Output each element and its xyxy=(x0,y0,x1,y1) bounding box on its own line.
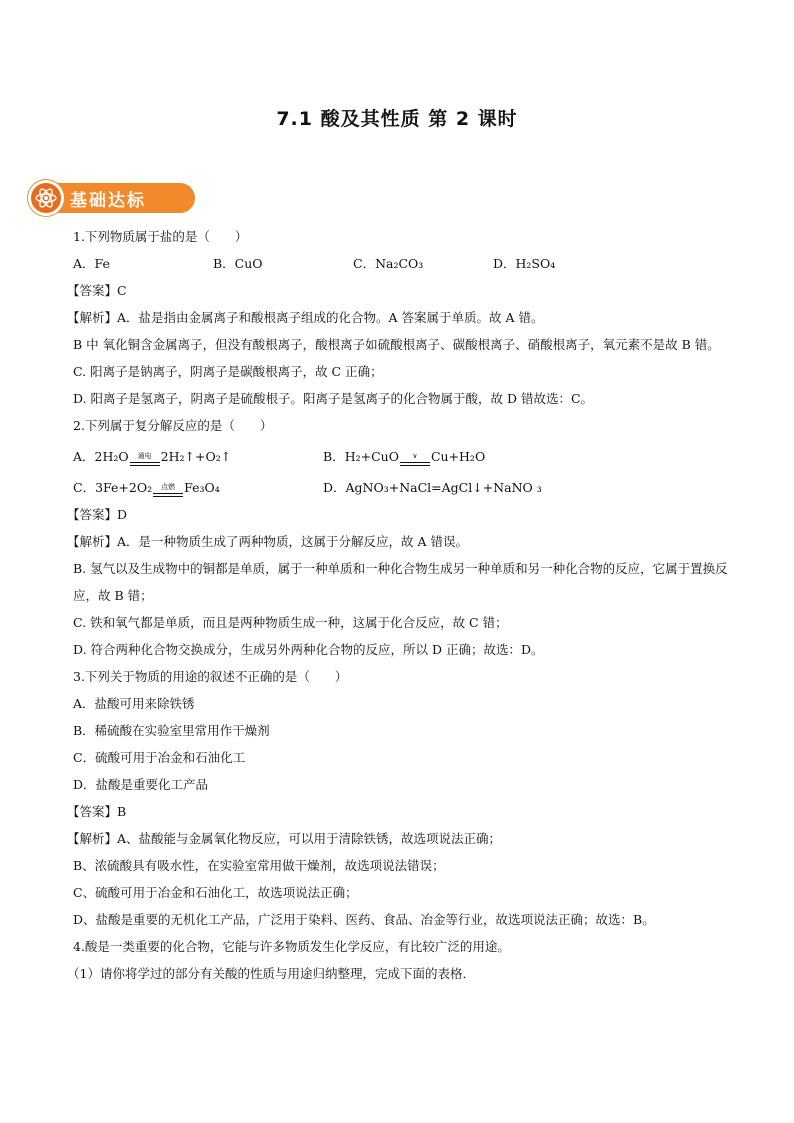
q3-analysis-line: D、盐酸是重要的无机化工产品，广泛用于染料、医药、食品、冶金等行业，故选项说法正确；故选：B。 xyxy=(73,912,655,927)
q3-option-d: D．盐酸是重要化工产品 xyxy=(73,777,209,792)
q1-option-a: A．Fe xyxy=(73,256,110,271)
q2-option-c-reactants: 3Fe+2O₂ xyxy=(95,480,153,495)
section-label: 基础达标 xyxy=(70,190,146,211)
equals-bar xyxy=(130,462,160,466)
q2-option-b xyxy=(323,443,573,470)
q2-option-a-prefix: A． xyxy=(73,449,95,464)
q1-analysis-line: 【解析】A．盐是指由金属离子和酸根离子组成的化合物。A 答案属于单质。故 A 错。 xyxy=(67,310,544,325)
page-title: 7.1 酸及其性质 第 2 课时 xyxy=(276,108,518,130)
q2-option-b-reactants: H₂+CuO xyxy=(344,449,399,464)
q2-option-b-products: Cu+H₂O xyxy=(430,449,486,464)
q3-analysis-line: 【解析】A、盐酸能与金属氧化物反应，可以用于清除铁锈，故选项说法正确； xyxy=(67,831,502,846)
q1-options xyxy=(73,250,733,277)
q2-analysis-line: D. 符合两种化合物交换成分，生成另外两种化合物的反应，所以 D 正确；故选：D。 xyxy=(73,642,544,657)
reaction-condition xyxy=(400,453,430,470)
q1-stem: 1.下列物质属于盐的是（ ） xyxy=(73,229,248,244)
q4-subquestion-1: （1）请你将学过的部分有关酸的性质与用途归纳整理，完成下面的表格． xyxy=(67,966,475,981)
q2-analysis-line: 【解析】A．是一种物质生成了两种物质，这属于分解反应，故 A 错误。 xyxy=(67,534,469,549)
equals-bar xyxy=(400,462,430,466)
q2-option-a-products: 2H₂↑+O₂↑ xyxy=(160,449,232,464)
q2-analysis-line: C. 铁和氧气都是单质，而且是两种物质生成一种，这属于化合反应，故 C 错； xyxy=(73,615,508,630)
q1-option-d: D．H₂SO₄ xyxy=(493,256,556,271)
q3-stem: 3.下列关于物质的用途的叙述不正确的是（ ） xyxy=(73,669,348,684)
q2-options-ab xyxy=(73,439,733,470)
q2-stem: 2.下列属于复分解反应的是（ ） xyxy=(73,418,273,433)
section-banner xyxy=(28,181,146,215)
q2-option-c-prefix: C． xyxy=(73,480,96,495)
q3-analysis-line: B、浓硫酸具有吸水性，在实验室常用做干燥剂，故选项说法错误； xyxy=(73,858,445,873)
q2-option-b-prefix: B． xyxy=(323,449,345,464)
condition-label: 通电 xyxy=(137,452,152,460)
q3-answer: 【答案】B xyxy=(67,804,127,819)
atom-icon xyxy=(28,180,64,216)
q2-options-cd xyxy=(73,470,733,501)
q1-analysis-line: B 中 氧化铜含金属离子，但没有酸根离子，酸根离子如硫酸根离子、碳酸根离子、硝酸根离子，氧元素不是故 B 错。 xyxy=(73,337,720,352)
q2-option-c xyxy=(73,474,323,501)
equals-bar xyxy=(153,493,183,497)
q1-analysis-line: C. 阳离子是钠离子，阴离子是碳酸根离子，故 C 正确； xyxy=(73,364,383,379)
q1-option-c: C．Na₂CO₃ xyxy=(353,256,424,271)
q3-analysis-line: C、硫酸可用于冶金和石油化工，故选项说法正确； xyxy=(73,885,358,900)
q1-analysis-line: D. 阳离子是氢离子，阴离子是硫酸根子。阳离子是氢离子的化合物属于酸，故 D 错故选：C。 xyxy=(73,391,594,406)
q2-option-d: D．AgNO₃+NaCl=AgCl↓+NaNO ₃ xyxy=(323,480,542,495)
q2-option-a xyxy=(73,443,323,470)
q4-stem: 4.酸是一类重要的化合物，它能与许多物质发生化学反应，有比较广泛的用途。 xyxy=(73,939,510,954)
q1-option-b: B．CuO xyxy=(213,256,263,271)
reaction-condition xyxy=(130,453,160,470)
q1-answer: 【答案】C xyxy=(67,283,127,298)
document-body xyxy=(67,223,733,987)
q3-option-b: B．稀硫酸在实验室里常用作干燥剂 xyxy=(73,723,270,738)
condition-label: 点燃 xyxy=(161,483,176,491)
q2-answer: 【答案】D xyxy=(67,507,128,522)
q3-option-c: C．硫酸可用于冶金和石油化工 xyxy=(73,750,246,765)
q2-analysis-line: B. 氢气以及生成物中的铜都是单质，属于一种单质和一种化合物生成另一种单质和另一种化合物的反应，它属于置换反应，故 B 错； xyxy=(73,561,728,603)
q3-option-a: A．盐酸可用来除铁锈 xyxy=(73,696,195,711)
condition-label: ∨ xyxy=(412,452,418,460)
q2-option-a-reactants: 2H₂O xyxy=(94,449,129,464)
reaction-condition xyxy=(153,484,183,501)
q2-option-c-products: Fe₃O₄ xyxy=(184,480,220,495)
